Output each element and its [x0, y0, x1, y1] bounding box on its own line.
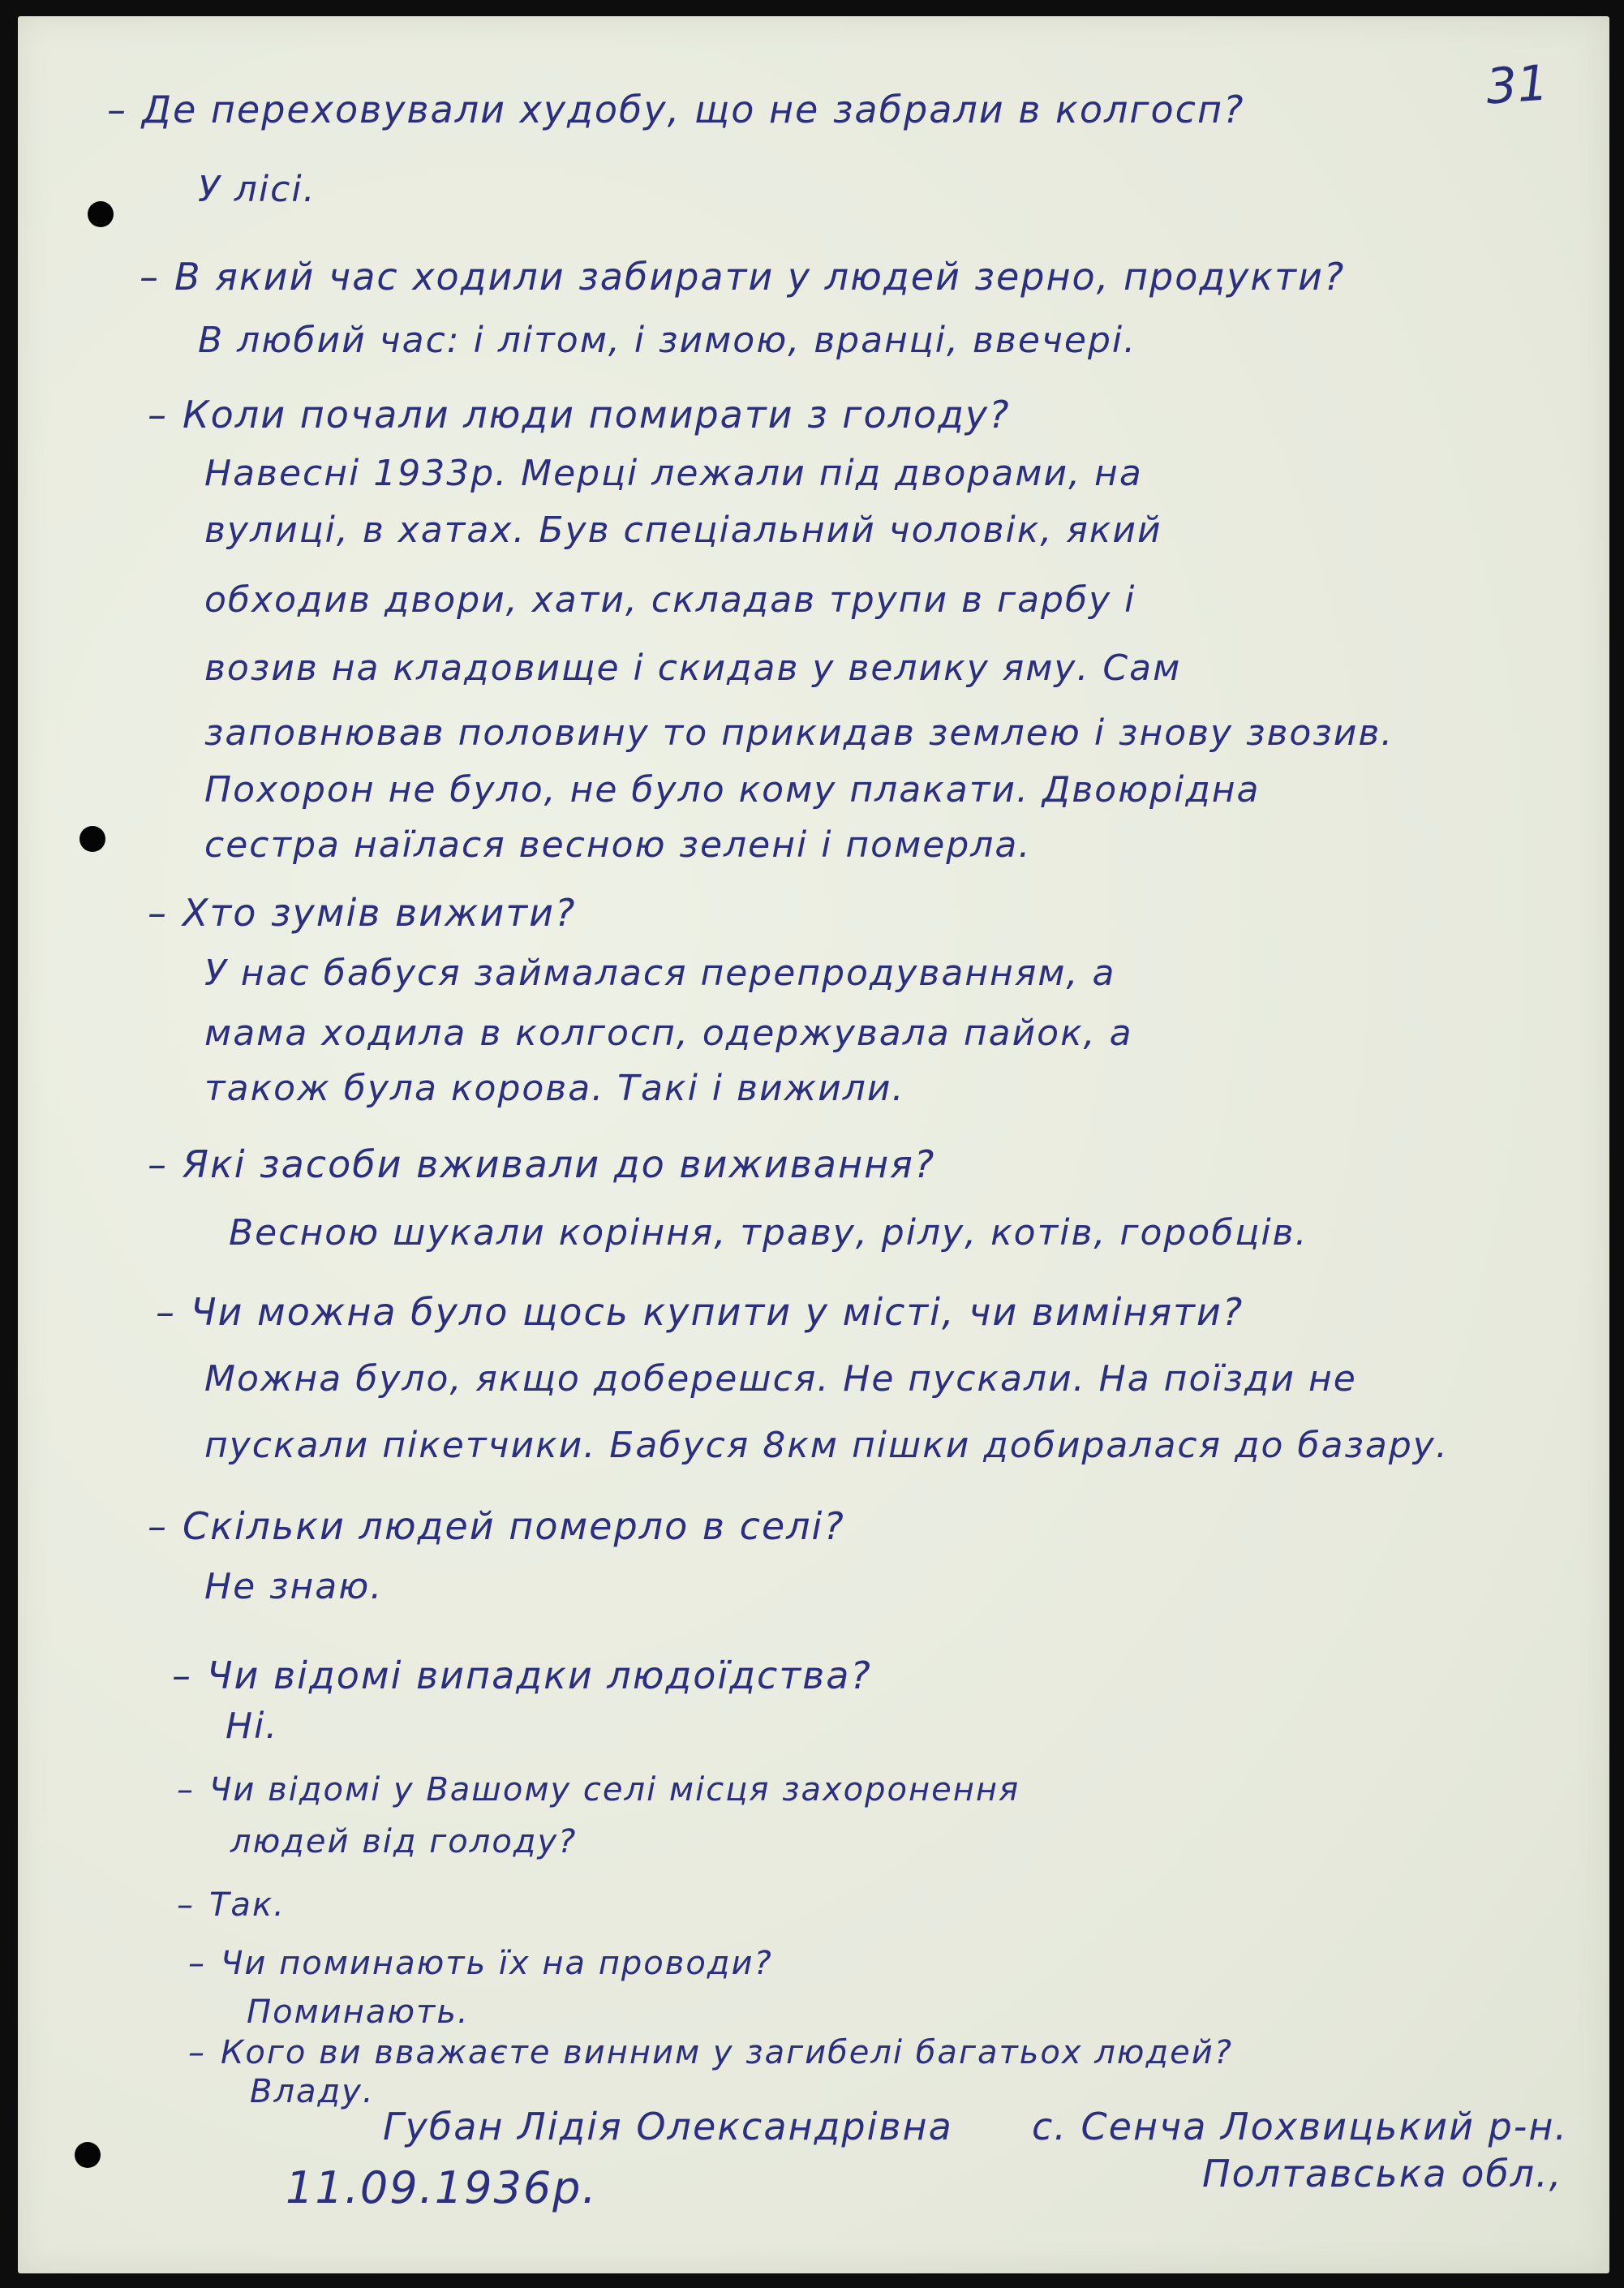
- question-line: [148, 891, 577, 935]
- line-text: Ні.: [226, 1705, 279, 1747]
- line-text: У лісі.: [198, 169, 316, 210]
- signature-date: 11.09.1936р.: [286, 2162, 598, 2213]
- answer-line: [250, 2075, 375, 2108]
- answer-line: [204, 712, 1394, 754]
- answer-line: [204, 1068, 905, 1109]
- question-line: [156, 1290, 1244, 1334]
- question-line: [188, 2036, 1233, 2069]
- line-text: Навесні 1933р. Мерці лежали під дворами, на: [204, 453, 1143, 494]
- dash-marker: –: [107, 88, 127, 131]
- question-line: [148, 393, 1011, 437]
- dash-marker: –: [188, 1945, 206, 1982]
- line-text: заповнював половину то прикидав землею і знову звозив.: [204, 712, 1394, 754]
- line-text: Так.: [209, 1886, 286, 1924]
- dash-marker: –: [177, 1886, 195, 1924]
- signature-region: Полтавська обл.,: [1202, 2152, 1563, 2196]
- answer-line: [204, 769, 1261, 811]
- answer-line: [198, 320, 1137, 361]
- answer-line: [204, 1358, 1357, 1400]
- answer-line: [204, 1013, 1133, 1054]
- answer-line: [204, 453, 1143, 494]
- dash-marker: –: [177, 1771, 195, 1808]
- question-line: [148, 1504, 845, 1548]
- line-text: Можна було, якщо доберешся. Не пускали. На поїзди не: [204, 1358, 1357, 1400]
- line-text: Владу.: [250, 2073, 375, 2110]
- line-text: Де переховували худобу, що не забрали в колгосп?: [142, 88, 1245, 131]
- line-text: Весною шукали коріння, траву, рілу, котів, горобців.: [229, 1212, 1308, 1254]
- line-text: вулиці, в хатах. Був спеціальний чоловік, який: [204, 510, 1162, 551]
- line-text: пускали пікетчики. Бабуся 8км пішки добиралася до базару.: [204, 1425, 1449, 1466]
- line-text: Які засоби вживали до виживання?: [183, 1142, 936, 1186]
- answer-line: [204, 1425, 1449, 1466]
- dash-marker: –: [148, 891, 168, 935]
- dash-marker: –: [148, 1142, 168, 1186]
- dash-marker: –: [188, 2034, 206, 2071]
- line-text: Чи можна було щось купити у місті, чи виміняти?: [191, 1290, 1244, 1334]
- question-line: [140, 255, 1346, 299]
- line-text: Кого ви вважаєте винним у загибелі багатьох людей?: [221, 2034, 1233, 2071]
- answer-line: [204, 579, 1136, 621]
- question-line: [148, 1142, 936, 1186]
- line-text: Чи поминають їх на проводи?: [221, 1945, 773, 1982]
- answer-line: [229, 1212, 1308, 1254]
- line-text: Хто зумів вижити?: [183, 891, 577, 935]
- line-text: возив на кладовище і скидав у велику яму. Сам: [204, 647, 1182, 689]
- question-line: [177, 1886, 286, 1924]
- document-page: [18, 16, 1609, 2273]
- answer-line: [204, 953, 1116, 994]
- line-text: Поминають.: [247, 1993, 470, 2031]
- line-text: Скільки людей померло в селі?: [183, 1504, 845, 1548]
- dash-marker: –: [148, 393, 168, 437]
- signature-name: Губан Лідія Олександрівна: [383, 2105, 953, 2148]
- question-line: [188, 1947, 773, 1980]
- answer-line: [230, 1823, 578, 1860]
- line-text: Чи відомі випадки людоїдства?: [207, 1654, 872, 1697]
- line-text: мама ходила в колгосп, одержувала пайок, а: [204, 1013, 1133, 1054]
- line-text: людей від голоду?: [230, 1823, 578, 1860]
- answer-line: [204, 824, 1032, 866]
- line-text: У нас бабуся займалася перепродуванням, а: [204, 953, 1116, 994]
- answer-line: [204, 1566, 384, 1607]
- dash-marker: –: [148, 1504, 168, 1548]
- line-text: Не знаю.: [204, 1566, 384, 1607]
- line-text: Чи відомі у Вашому селі місця захоронення: [209, 1771, 1020, 1808]
- answer-line: [204, 647, 1182, 689]
- page-number: 31: [1484, 54, 1550, 116]
- question-line: [107, 88, 1245, 131]
- line-text: В любий час: і літом, і зимою, вранці, ввечері.: [198, 320, 1137, 361]
- signature-place: с. Сенча Лохвицький р-н.: [1032, 2105, 1569, 2148]
- line-text: В який час ходили забирати у людей зерно, продукти?: [174, 255, 1346, 299]
- answer-line: [198, 169, 316, 210]
- line-text: сестра наїлася весною зелені і померла.: [204, 824, 1032, 866]
- binder-hole: [75, 2142, 101, 2168]
- dash-marker: –: [172, 1654, 192, 1697]
- dash-marker: –: [156, 1290, 176, 1334]
- dash-marker: –: [140, 255, 160, 299]
- line-text: обходив двори, хати, складав трупи в гарбу і: [204, 579, 1136, 621]
- line-text: Похорон не було, не було кому плакати. Двоюрідна: [204, 769, 1261, 811]
- question-line: [172, 1654, 872, 1697]
- answer-line: [226, 1705, 279, 1747]
- line-text: також була корова. Такі і вижили.: [204, 1068, 905, 1109]
- line-text: Коли почали люди помирати з голоду?: [183, 393, 1011, 437]
- binder-hole: [88, 201, 114, 227]
- answer-line: [204, 510, 1162, 551]
- binder-hole: [79, 826, 105, 852]
- answer-line: [247, 1993, 470, 2031]
- question-line: [177, 1771, 1020, 1808]
